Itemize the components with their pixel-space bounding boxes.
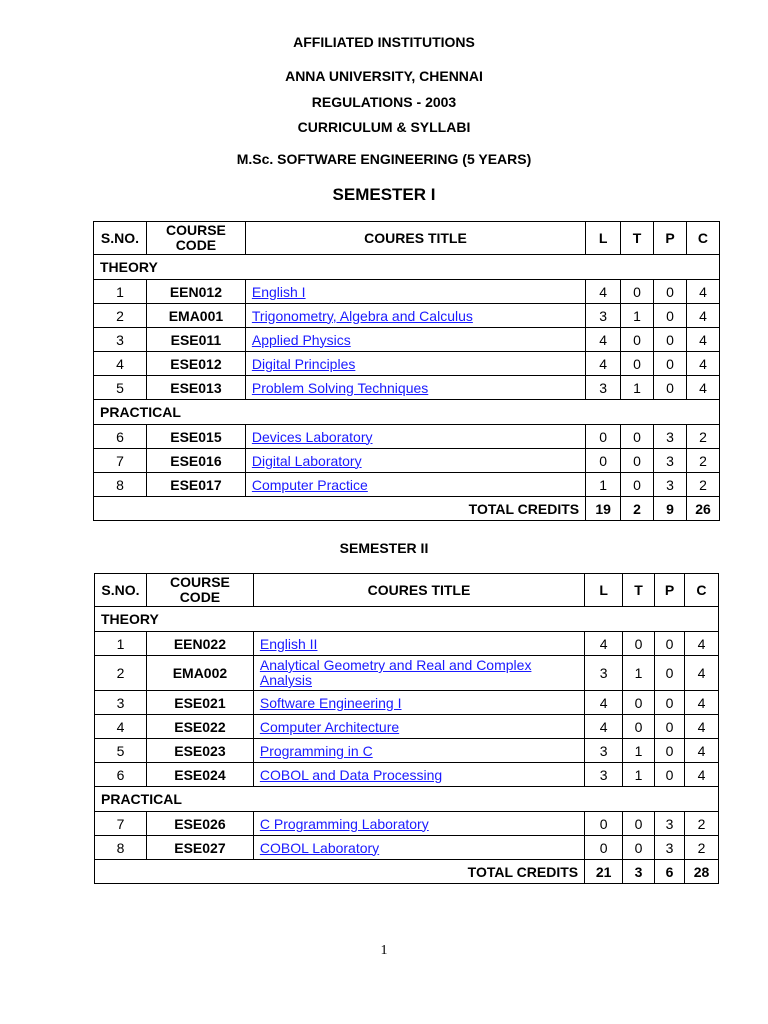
p-cell: 0 — [655, 691, 685, 715]
total-l: 19 — [586, 497, 621, 521]
t-cell: 0 — [621, 328, 654, 352]
t-cell: 1 — [621, 304, 654, 328]
semester2-title: SEMESTER II — [339, 540, 429, 556]
doc-heading-program: M.Sc. SOFTWARE ENGINEERING (5 YEARS) — [236, 151, 532, 167]
course-title-cell — [253, 812, 584, 836]
course-title-link[interactable]: Computer Practice — [251, 476, 368, 493]
course-title-cell — [253, 763, 584, 787]
course-title-link[interactable]: Applied Physics — [251, 331, 351, 348]
t-cell: 1 — [623, 763, 655, 787]
p-cell: 0 — [655, 763, 685, 787]
t-cell: 0 — [623, 812, 655, 836]
p-cell: 3 — [655, 812, 685, 836]
course-code-cell: EMA001 — [146, 304, 245, 328]
table-row — [94, 425, 720, 449]
course-title-cell — [253, 715, 584, 739]
course-code-cell: ESE027 — [146, 836, 253, 860]
course-title-link[interactable]: Trigonometry, Algebra and Calculus — [251, 307, 473, 324]
total-credits-label: TOTAL CREDITS — [95, 860, 585, 884]
total-l: 21 — [585, 860, 623, 884]
course-title-cell — [245, 304, 585, 328]
table-row — [95, 739, 719, 763]
table-row — [94, 352, 720, 376]
c-cell: 4 — [684, 691, 718, 715]
semester2-table — [94, 573, 719, 884]
course-title-link[interactable]: COBOL and Data Processing — [259, 766, 443, 783]
c-cell: 4 — [684, 656, 718, 691]
table-row — [94, 304, 720, 328]
sno-cell: 6 — [94, 425, 147, 449]
l-cell: 3 — [585, 763, 623, 787]
course-code-cell: ESE017 — [146, 473, 245, 497]
course-title-link[interactable]: Devices Laboratory — [251, 428, 373, 445]
t-cell: 0 — [621, 425, 654, 449]
l-cell: 3 — [585, 739, 623, 763]
c-cell: 4 — [684, 739, 718, 763]
total-credits-row — [95, 860, 719, 884]
section-label-practical: PRACTICAL — [94, 400, 720, 425]
section-row — [95, 787, 719, 812]
sno-cell: 7 — [95, 812, 147, 836]
t-cell: 0 — [621, 352, 654, 376]
l-cell: 3 — [586, 304, 621, 328]
course-code-cell: ESE011 — [146, 328, 245, 352]
l-cell: 0 — [586, 449, 621, 473]
p-cell: 0 — [655, 632, 685, 656]
course-code-cell: EEN012 — [146, 280, 245, 304]
t-cell: 1 — [623, 656, 655, 691]
sno-cell: 4 — [94, 352, 147, 376]
course-title-cell — [245, 328, 585, 352]
course-title-link[interactable]: Digital Principles — [251, 355, 356, 372]
col-course-title: COURES TITLE — [245, 222, 585, 255]
course-title-link[interactable]: English I — [251, 283, 306, 300]
sno-cell: 5 — [95, 739, 147, 763]
course-title-cell — [245, 376, 585, 400]
p-cell: 3 — [654, 473, 687, 497]
col-course-title: COURES TITLE — [253, 574, 584, 607]
t-cell: 0 — [621, 280, 654, 304]
c-cell: 4 — [686, 352, 719, 376]
l-cell: 1 — [586, 473, 621, 497]
course-code-cell: ESE012 — [146, 352, 245, 376]
course-title-link[interactable]: Software Engineering I — [259, 694, 402, 711]
course-title-link[interactable]: Computer Architecture — [259, 718, 400, 735]
total-c: 26 — [686, 497, 719, 521]
table-row — [95, 836, 719, 860]
course-code-cell: ESE021 — [146, 691, 253, 715]
course-code-cell: ESE026 — [146, 812, 253, 836]
table-row — [94, 328, 720, 352]
l-cell: 0 — [586, 425, 621, 449]
col-course-code: COURSE CODE — [146, 574, 253, 607]
table-header-row — [94, 222, 720, 255]
course-title-cell — [253, 691, 584, 715]
sno-cell: 5 — [94, 376, 147, 400]
course-title-link[interactable]: Programming in C — [259, 742, 373, 759]
semester1-title: SEMESTER I — [332, 185, 436, 204]
course-code-cell: ESE024 — [146, 763, 253, 787]
total-p: 9 — [654, 497, 687, 521]
table-row — [95, 715, 719, 739]
col-t: T — [623, 574, 655, 607]
sno-cell: 1 — [95, 632, 147, 656]
section-row — [94, 400, 720, 425]
total-p: 6 — [655, 860, 685, 884]
l-cell: 4 — [586, 280, 621, 304]
sno-cell: 7 — [94, 449, 147, 473]
course-title-cell — [245, 473, 585, 497]
doc-heading-regulations: REGULATIONS - 2003 — [311, 94, 457, 110]
c-cell: 2 — [684, 836, 718, 860]
table-row — [94, 449, 720, 473]
p-cell: 0 — [655, 739, 685, 763]
t-cell: 0 — [621, 473, 654, 497]
col-sno: S.NO. — [95, 574, 147, 607]
t-cell: 0 — [623, 691, 655, 715]
c-cell: 4 — [684, 715, 718, 739]
p-cell: 0 — [654, 280, 687, 304]
c-cell: 4 — [686, 328, 719, 352]
c-cell: 2 — [686, 425, 719, 449]
course-title-link[interactable]: Analytical Geometry and Real and Complex Analysis — [259, 657, 532, 688]
total-t: 2 — [621, 497, 654, 521]
sno-cell: 6 — [95, 763, 147, 787]
c-cell: 2 — [684, 812, 718, 836]
section-row — [94, 255, 720, 280]
sno-cell: 1 — [94, 280, 147, 304]
total-t: 3 — [623, 860, 655, 884]
col-sno: S.NO. — [94, 222, 147, 255]
l-cell: 4 — [585, 632, 623, 656]
sno-cell: 2 — [94, 304, 147, 328]
p-cell: 0 — [654, 328, 687, 352]
total-credits-label: TOTAL CREDITS — [94, 497, 586, 521]
col-c: C — [686, 222, 719, 255]
p-cell: 0 — [654, 376, 687, 400]
t-cell: 0 — [623, 632, 655, 656]
sno-cell: 2 — [95, 656, 147, 691]
p-cell: 0 — [654, 304, 687, 328]
c-cell: 4 — [684, 632, 718, 656]
doc-heading-curriculum: CURRICULUM & SYLLABI — [297, 119, 471, 135]
table-row — [94, 280, 720, 304]
course-title-link[interactable]: COBOL Laboratory — [259, 839, 380, 856]
course-code-cell: ESE023 — [146, 739, 253, 763]
course-code-cell: ESE016 — [146, 449, 245, 473]
c-cell: 4 — [684, 763, 718, 787]
course-title-cell — [253, 836, 584, 860]
table-header-row — [95, 574, 719, 607]
col-l: L — [586, 222, 621, 255]
l-cell: 0 — [585, 812, 623, 836]
course-title-cell — [245, 425, 585, 449]
course-code-cell: EMA002 — [146, 656, 253, 691]
col-c: C — [684, 574, 718, 607]
c-cell: 4 — [686, 280, 719, 304]
table-row — [95, 763, 719, 787]
course-code-cell: EEN022 — [146, 632, 253, 656]
sno-cell: 4 — [95, 715, 147, 739]
course-title-link[interactable]: English II — [259, 635, 318, 652]
table-row — [94, 376, 720, 400]
table-row — [95, 691, 719, 715]
col-t: T — [621, 222, 654, 255]
l-cell: 4 — [586, 352, 621, 376]
col-p: P — [654, 222, 687, 255]
section-label-theory: THEORY — [95, 607, 719, 632]
course-code-cell: ESE022 — [146, 715, 253, 739]
t-cell: 1 — [623, 739, 655, 763]
course-title-link[interactable]: Problem Solving Techniques — [251, 379, 429, 396]
p-cell: 3 — [654, 425, 687, 449]
page-number: 1 — [380, 943, 388, 958]
course-title-cell — [245, 280, 585, 304]
p-cell: 0 — [655, 715, 685, 739]
col-l: L — [585, 574, 623, 607]
doc-heading-institutions: AFFILIATED INSTITUTIONS — [293, 34, 475, 50]
course-title-cell — [245, 449, 585, 473]
course-title-cell — [253, 632, 584, 656]
l-cell: 0 — [585, 836, 623, 860]
course-code-cell: ESE015 — [146, 425, 245, 449]
t-cell: 0 — [623, 715, 655, 739]
p-cell: 3 — [654, 449, 687, 473]
course-title-cell — [253, 656, 584, 691]
section-label-theory: THEORY — [94, 255, 720, 280]
section-row — [95, 607, 719, 632]
c-cell: 2 — [686, 449, 719, 473]
semester1-table — [93, 221, 720, 521]
l-cell: 4 — [586, 328, 621, 352]
col-p: P — [655, 574, 685, 607]
table-row — [95, 812, 719, 836]
sno-cell: 3 — [95, 691, 147, 715]
c-cell: 4 — [686, 304, 719, 328]
col-course-code: COURSE CODE — [146, 222, 245, 255]
t-cell: 1 — [621, 376, 654, 400]
course-code-cell: ESE013 — [146, 376, 245, 400]
doc-heading-university: ANNA UNIVERSITY, CHENNAI — [285, 68, 483, 84]
sno-cell: 8 — [95, 836, 147, 860]
c-cell: 4 — [686, 376, 719, 400]
l-cell: 3 — [586, 376, 621, 400]
table-row — [95, 632, 719, 656]
table-row — [94, 473, 720, 497]
p-cell: 0 — [655, 656, 685, 691]
p-cell: 3 — [655, 836, 685, 860]
course-title-cell — [245, 352, 585, 376]
total-credits-row — [94, 497, 720, 521]
p-cell: 0 — [654, 352, 687, 376]
sno-cell: 8 — [94, 473, 147, 497]
l-cell: 4 — [585, 715, 623, 739]
t-cell: 0 — [623, 836, 655, 860]
table-row — [95, 656, 719, 691]
total-c: 28 — [684, 860, 718, 884]
sno-cell: 3 — [94, 328, 147, 352]
course-title-cell — [253, 739, 584, 763]
t-cell: 0 — [621, 449, 654, 473]
l-cell: 3 — [585, 656, 623, 691]
section-label-practical: PRACTICAL — [95, 787, 719, 812]
l-cell: 4 — [585, 691, 623, 715]
course-title-link[interactable]: C Programming Laboratory — [259, 815, 429, 832]
c-cell: 2 — [686, 473, 719, 497]
course-title-link[interactable]: Digital Laboratory — [251, 452, 362, 469]
